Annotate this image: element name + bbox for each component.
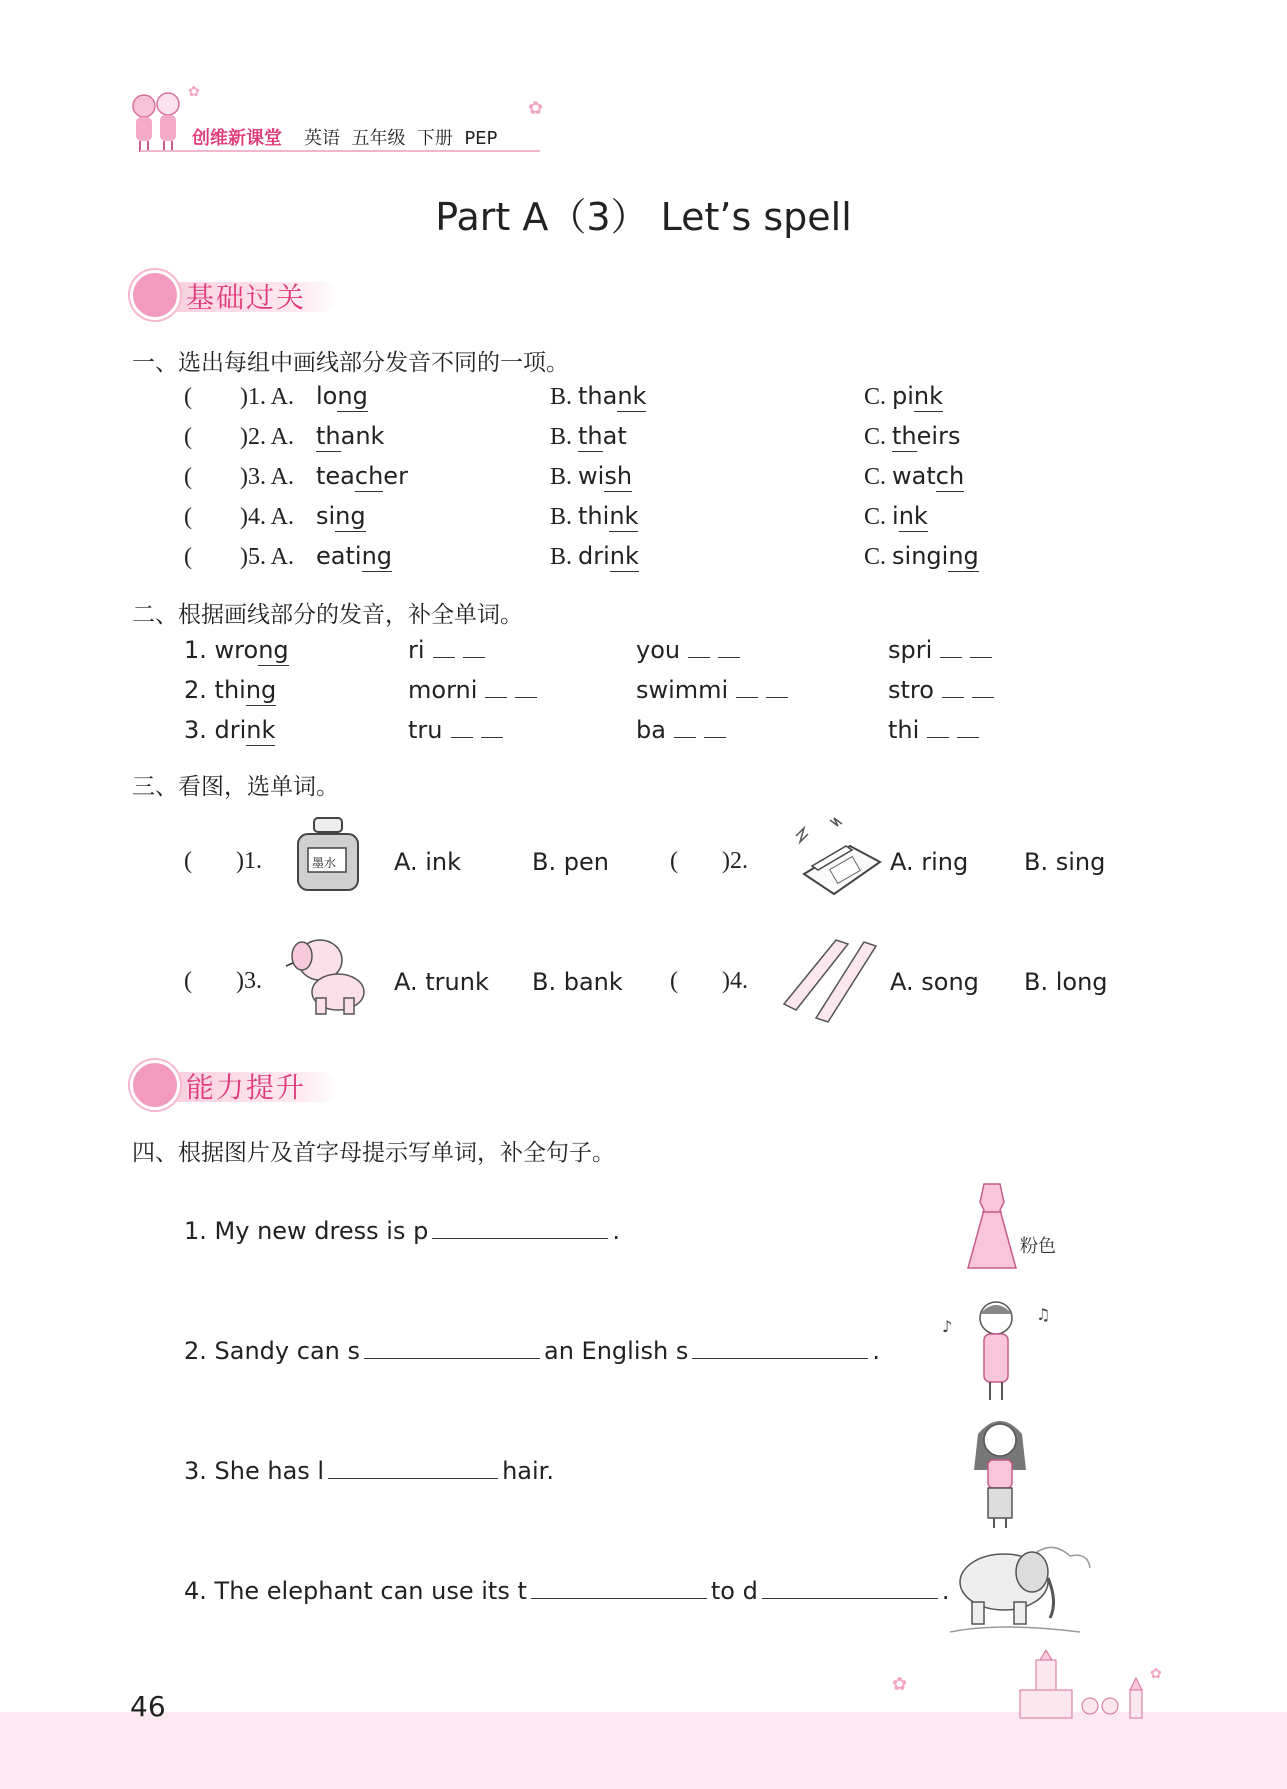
option-b: B. thank	[550, 382, 647, 410]
option-c: C. pink	[864, 382, 944, 410]
q4-instruction: 四、根据图片及首字母提示写单词，补全句子。	[132, 1140, 615, 1166]
letter-blank[interactable]	[940, 639, 962, 658]
option-c: C. ink	[864, 502, 928, 530]
q2-word: morni	[408, 676, 537, 704]
q3-instruction: 三、看图，选单词。	[132, 774, 339, 800]
flower-icon: ✿	[892, 1674, 908, 1695]
q2-word: ri	[408, 636, 485, 664]
letter-blank[interactable]	[674, 719, 696, 738]
letter-blank[interactable]	[927, 719, 949, 738]
header-underline	[140, 150, 540, 152]
ink-bottle-image	[292, 816, 364, 894]
q2-word: spri	[888, 636, 992, 664]
option-b: B. that	[550, 422, 627, 450]
bottom-band	[0, 1712, 1287, 1789]
option-c: C. theirs	[864, 422, 961, 450]
answer-blank[interactable]	[196, 462, 236, 484]
elephant-drinking-image	[940, 1538, 1092, 1638]
option-c: C. singing	[864, 542, 979, 570]
answer-blank[interactable]	[196, 422, 236, 444]
letter-blank[interactable]	[481, 719, 503, 738]
q3-item-3-b: B. bank	[532, 968, 623, 996]
page-title: Part A（3） Let’s spell	[435, 195, 852, 239]
ink-label: 墨水	[312, 856, 337, 870]
q3-item-2-b: B. sing	[1024, 848, 1106, 876]
letter-blank[interactable]	[942, 679, 964, 698]
q2-word: stro	[888, 676, 994, 704]
letter-blank[interactable]	[718, 639, 740, 658]
elephant-trunk-image	[284, 932, 370, 1018]
mascot-icon	[130, 270, 180, 320]
svg-text:♪: ♪	[942, 1317, 953, 1336]
letter-blank[interactable]	[970, 639, 992, 658]
q3-item-1-num: ( )1.	[184, 848, 262, 874]
q2-instruction: 二、根据画线部分的发音，补全单词。	[132, 602, 523, 628]
list-item: ( )4. A.	[184, 504, 294, 530]
q3-item-4-b: B. long	[1024, 968, 1108, 996]
q2-example-1: 1. wrong	[184, 636, 289, 664]
letter-blank[interactable]	[704, 719, 726, 738]
option-b: B. think	[550, 502, 639, 530]
pink-label: 粉色	[1020, 1236, 1056, 1257]
long-ruler-image	[780, 934, 880, 1024]
option-b: B. drink	[550, 542, 639, 570]
q3-item-4-a: A. song	[890, 968, 979, 996]
singing-girl-image	[940, 1292, 1052, 1404]
q2-word: tru	[408, 716, 503, 744]
flower-icon: ✿	[528, 98, 544, 119]
option-b: B. wish	[550, 462, 633, 490]
letter-blank[interactable]	[433, 639, 455, 658]
option-a: sing	[316, 502, 366, 530]
letter-blank[interactable]	[463, 639, 485, 658]
q3-item-3-a: A. trunk	[394, 968, 489, 996]
q3-item-4-num: ( )4.	[670, 968, 748, 994]
q2-example-2: 2. thing	[184, 676, 277, 704]
answer-line[interactable]	[531, 1576, 707, 1599]
answer-line[interactable]	[432, 1216, 608, 1239]
svg-text:♫: ♫	[1036, 1305, 1051, 1324]
pink-dress-image	[964, 1180, 1020, 1272]
list-item: ( )5. A.	[184, 544, 294, 570]
section-title: 能力提升	[186, 1071, 307, 1104]
q2-word: ba	[636, 716, 726, 744]
answer-blank[interactable]	[196, 542, 236, 564]
letter-blank[interactable]	[736, 679, 758, 698]
long-hair-girl-image	[960, 1410, 1040, 1532]
option-a: teacher	[316, 462, 408, 490]
q4-sentence-3: 3. She has l hair.	[184, 1457, 554, 1485]
flower-icon: ✿	[188, 84, 200, 100]
option-a: thank	[316, 422, 385, 450]
letter-blank[interactable]	[688, 639, 710, 658]
answer-line[interactable]	[364, 1336, 540, 1359]
header-brand: 创维新课堂	[192, 128, 282, 149]
answer-line[interactable]	[328, 1456, 498, 1479]
q1-instruction: 一、选出每组中画线部分发音不同的一项。	[132, 350, 569, 376]
castle-decoration	[980, 1650, 1160, 1720]
answer-line[interactable]	[762, 1576, 938, 1599]
q3-item-2-num: ( )2.	[670, 848, 748, 874]
list-item: ( )3. A.	[184, 464, 294, 490]
q4-sentence-2: 2. Sandy can s an English s .	[184, 1337, 880, 1365]
option-a: long	[316, 382, 368, 410]
option-a: eating	[316, 542, 393, 570]
letter-blank[interactable]	[485, 679, 507, 698]
letter-blank[interactable]	[515, 679, 537, 698]
q2-word: swimmi	[636, 676, 788, 704]
list-item: ( )1. A.	[184, 384, 294, 410]
letter-blank[interactable]	[766, 679, 788, 698]
letter-blank[interactable]	[451, 719, 473, 738]
telephone-ringing-image	[790, 816, 886, 900]
answer-blank[interactable]	[196, 502, 236, 524]
q2-word: thi	[888, 716, 979, 744]
answer-blank[interactable]	[196, 382, 236, 404]
letter-blank[interactable]	[957, 719, 979, 738]
q2-word: you	[636, 636, 740, 664]
q3-item-1-a: A. ink	[394, 848, 462, 876]
q2-example-3: 3. drink	[184, 716, 276, 744]
q4-sentence-4: 4. The elephant can use its t to d .	[184, 1577, 950, 1605]
list-item: ( )2. A.	[184, 424, 294, 450]
section-header-basic	[130, 268, 350, 318]
header-kids-illustration	[128, 88, 188, 154]
section-header-advanced	[130, 1058, 350, 1108]
mascot-icon	[130, 1060, 180, 1110]
header-subject: 英语 五年级 下册 PEP	[304, 128, 498, 149]
q3-item-2-a: A. ring	[890, 848, 969, 876]
option-c: C. watch	[864, 462, 965, 490]
section-title: 基础过关	[186, 281, 307, 314]
q4-sentence-1: 1. My new dress is p .	[184, 1217, 620, 1245]
answer-line[interactable]	[692, 1336, 868, 1359]
page-number: 46	[130, 1690, 166, 1723]
flower-icon: ✿	[1150, 1666, 1162, 1682]
q3-item-3-num: ( )3.	[184, 968, 262, 994]
q3-item-1-b: B. pen	[532, 848, 609, 876]
letter-blank[interactable]	[972, 679, 994, 698]
